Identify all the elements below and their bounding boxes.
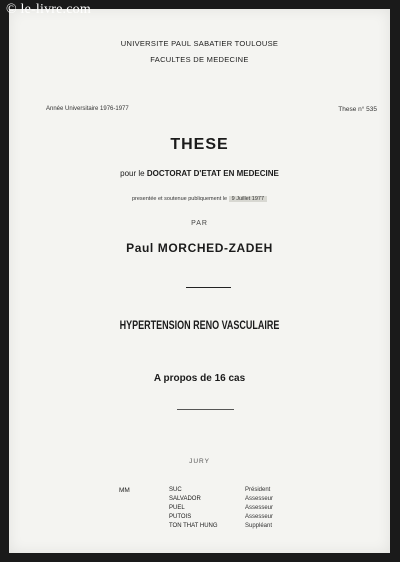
document-title: THESE	[170, 136, 229, 153]
jury-row	[9, 523, 390, 532]
jury-row	[9, 496, 390, 505]
degree-prefix: pour le	[120, 169, 147, 178]
jury-member-role: Assesseur	[245, 505, 274, 511]
thesis-subtitle: A propos de 16 cas	[153, 373, 246, 384]
jury-row	[9, 505, 390, 514]
document-page	[9, 9, 390, 553]
jury-member-name: SUC	[169, 487, 182, 493]
thesis-number: These n° 535	[338, 106, 377, 113]
jury-member-role: Suppléant	[245, 523, 273, 529]
jury-prefix: MM	[119, 487, 130, 494]
degree-name: DOCTORAT D'ETAT EN MEDECINE	[146, 169, 279, 178]
jury-member-role: Assesseur	[245, 514, 274, 520]
jury-member-role: Président	[245, 487, 271, 493]
jury-heading: JURY	[189, 458, 210, 465]
presentation-date: 9 Juillet 1977	[229, 196, 267, 202]
jury-row	[9, 487, 390, 496]
divider-bottom	[177, 409, 234, 410]
presentation-line	[9, 196, 390, 202]
university-name: UNIVERSITE PAUL SABATIER TOULOUSE	[120, 39, 279, 48]
jury-member-name: PUEL	[169, 505, 185, 511]
watermark: © le-livre.com	[6, 2, 91, 17]
par-label: PAR	[191, 220, 208, 227]
jury-member-name: PUTOIS	[169, 514, 192, 520]
faculty-name: FACULTES DE MEDECINE	[150, 55, 249, 64]
author-name: Paul MORCHED-ZADEH	[126, 241, 273, 255]
jury-member-role: Assesseur	[245, 496, 274, 502]
presentation-text: presentée et soutenue publiquement le	[131, 196, 229, 202]
jury-row	[9, 514, 390, 523]
jury-member-name: SALVADOR	[169, 496, 201, 502]
thesis-title: HYPERTENSION RENO VASCULAIRE	[119, 318, 280, 332]
jury-member-name: TON THAT HUNG	[169, 523, 218, 529]
academic-year: Année Universitaire 1976-1977	[46, 106, 129, 112]
degree-line	[9, 169, 390, 178]
divider-top	[186, 287, 231, 288]
